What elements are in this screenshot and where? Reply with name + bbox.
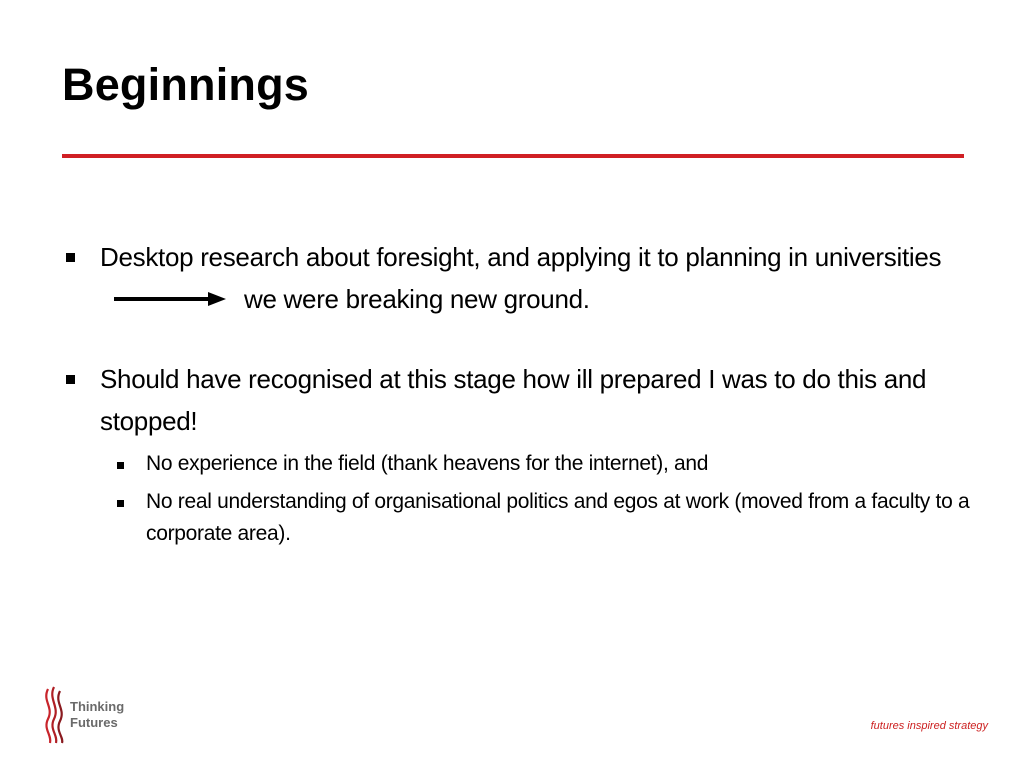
sub-bullet-item-1 <box>62 448 982 480</box>
bullet-1-text-start: Desktop research about foresight, and applying it to planning in universities <box>100 242 942 272</box>
right-arrow-icon <box>114 291 226 307</box>
slide-title: Beginnings <box>62 59 309 110</box>
sub-bullet-1-text: No experience in the field (thank heavens for the internet), and <box>146 452 709 475</box>
logo-wordmark <box>70 699 124 731</box>
bullet-item-2 <box>62 358 982 442</box>
logo-line-1: Thinking <box>70 699 125 714</box>
flame-swirl-icon <box>42 685 66 745</box>
sub-bullet-list <box>62 448 982 550</box>
sub-bullet-2-text: No real understanding of organisational politics and egos at work (moved from a faculty to a corporate area). <box>146 490 970 545</box>
square-bullet-icon <box>66 375 75 384</box>
square-bullet-icon <box>66 253 75 262</box>
bullet-2-text: Should have recognised at this stage how ill prepared I was to do this and stopped! <box>100 364 927 436</box>
sub-bullet-item-2 <box>62 486 982 550</box>
square-bullet-icon <box>117 500 124 507</box>
bullet-item-1 <box>62 236 982 320</box>
bullet-list <box>62 236 982 550</box>
title-divider <box>62 154 964 158</box>
bullet-1-text-end: we were breaking new ground. <box>244 284 590 314</box>
square-bullet-icon <box>117 462 124 469</box>
logo-line-2: Futures <box>70 715 118 730</box>
footer-tagline: futures inspired strategy <box>870 720 988 732</box>
thinking-futures-logo <box>42 682 130 748</box>
